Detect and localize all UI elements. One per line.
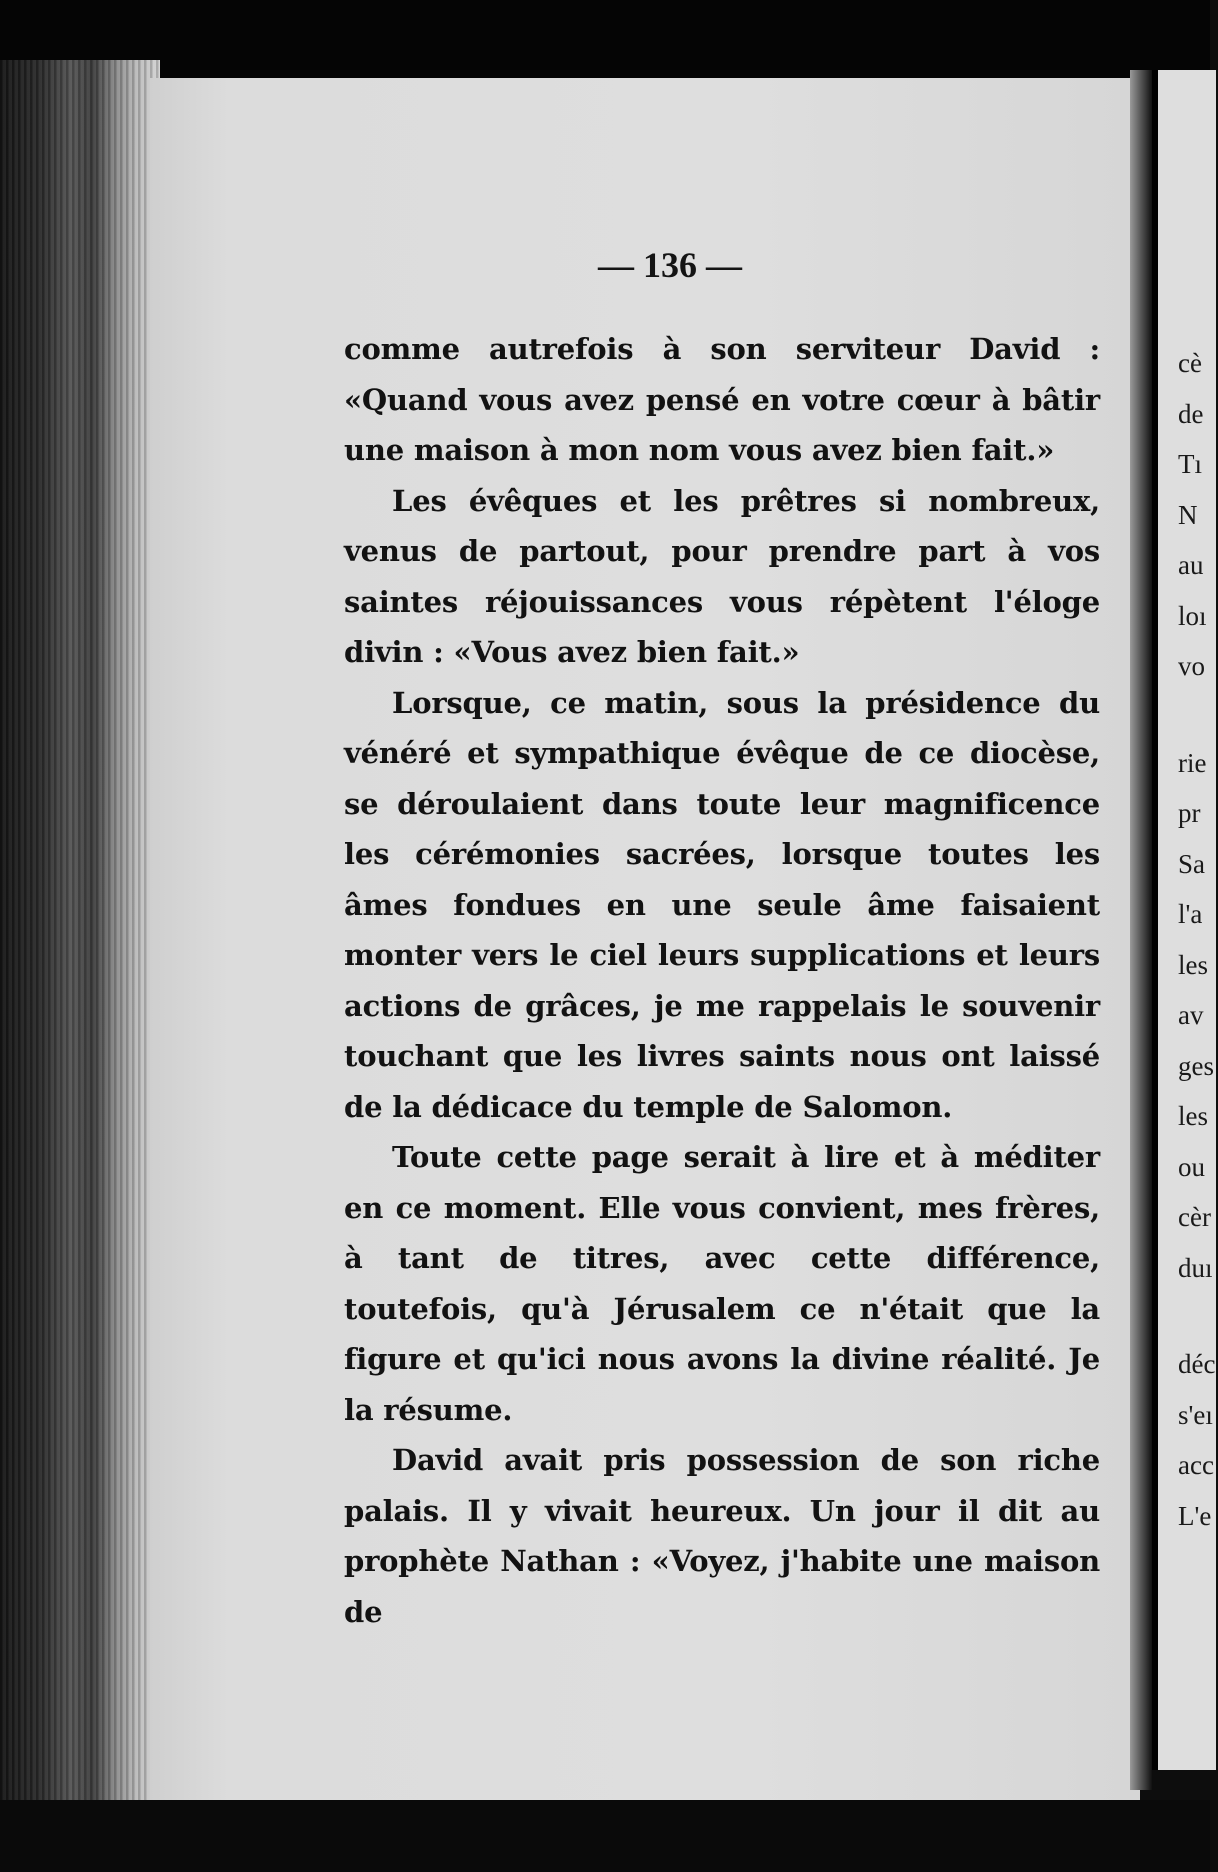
fragment-line: cèr [1178,1202,1211,1232]
fragment-line: les [1178,949,1208,980]
paragraph: Lorsque, ce matin, sous la présidence du vénéré et sympathique évêque de ce diocèse, se déroulaient dans toute leur magnificence les cérémonies sacrées, lorsque toutes les âmes fondues en une seule âme faisaient monter vers le ciel leurs supplications et leurs actions de grâces, je me rappelais le souvenir touchant que les livres saints nous ont laissé de la dédicace du temple de Salomon. [344,685,1100,1124]
fragment-line: cè [1178,348,1202,378]
fragment-line: pr [1178,798,1201,828]
fragment-line: rie [1178,747,1207,778]
page-gutter [1130,70,1152,1790]
fragment-line: duı [1178,1252,1213,1283]
fragment-line: déc [1178,1349,1216,1379]
scan-bottom-border [0,1800,1210,1872]
paragraph-continuation: comme autrefois à son serviteur David : «Quand vous avez pensé en votre cœur à bâtir une maison à mon nom vous avez bien fait.» [344,332,1100,467]
fragment-line: loı [1178,600,1207,631]
fragment-line: vo [1178,651,1205,681]
scan-top-border [0,0,1210,80]
fragment-line: l'a [1178,899,1203,929]
paragraph: David avait pris possession de son riche palais. Il y vivait heureux. Un jour il dit au prophète Nathan : «Voyez, j'habite une maison de [344,1443,1100,1629]
fragment-line: Sa [1178,848,1205,879]
fragment-line: les [1178,1101,1208,1131]
fragment-line: au [1178,550,1204,580]
fragment-line: s'eı [1178,1399,1213,1430]
paragraph: Les évêques et les prêtres si nombreux, venus de partout, pour prendre part à vos saintes réjouissances vous répètent l'éloge divin : «Vous avez bien fait.» [344,483,1100,669]
binding-texture [0,60,160,1800]
page-body-text [344,324,1100,1637]
fragment-line: av [1178,1000,1204,1030]
adjacent-page-text-fragments [1178,338,1218,1541]
fragment-line: acc [1178,1450,1214,1480]
fragment-line: ou [1178,1151,1205,1182]
fragment-line: L'e [1178,1500,1212,1531]
paragraph: Toute cette page serait à lire et à méditer en ce moment. Elle vous convient, mes frères, à tant de titres, avec cette différence, toutefois, qu'à Jérusalem ce n'était que la figure et qu'ici nous avons la divine réalité. Je la résume. [344,1140,1100,1427]
fragment-line: de [1178,398,1204,429]
page-number: — 136 — [598,245,742,285]
fragment-line: ges [1178,1050,1214,1081]
fragment-line: Tı [1178,449,1202,479]
fragment-line: N [1178,499,1198,530]
